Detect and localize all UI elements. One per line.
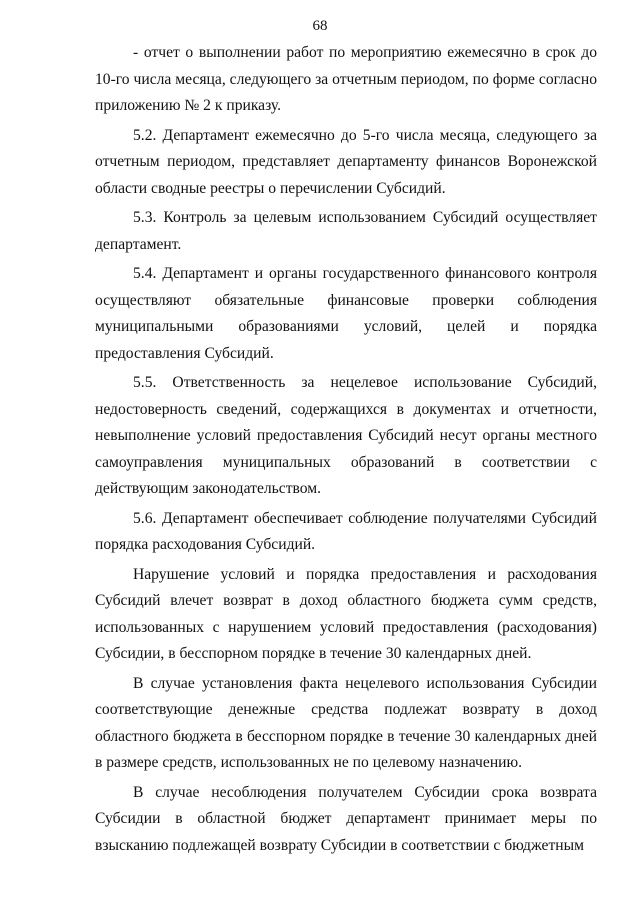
paragraph-5-2: 5.2. Департамент ежемесячно до 5-го числа месяца, следующего за отчетным периодом, представляет департаменту финансов Воронежской области сводные реестры о перечислении Субсидий. bbox=[95, 126, 597, 197]
paragraph-violation: Нарушение условий и порядка предоставления и расходования Субсидий влечет возврат в доход областного бюджета сумм средств, использованных с нарушением условий предоставления (расходования) Субсидии, в бесспорном порядке в течение 30 календарных дней. bbox=[95, 565, 597, 662]
paragraph-5-4: 5.4. Департамент и органы государственного финансового контроля осуществляют обязательные финансовые проверки соблюдения муниципальными образованиями условий, целей и порядка предоставления Субсидий. bbox=[95, 265, 597, 362]
paragraph-report-item: - отчет о выполнении работ по мероприятию ежемесячно в срок до 10-го числа месяца, следующего за отчетным периодом, по форме согласно приложению № 2 к приказу. bbox=[95, 44, 597, 114]
paragraph-5-3: 5.3. Контроль за целевым использованием Субсидий осуществляет департамент. bbox=[95, 209, 597, 253]
page-number: 68 bbox=[312, 18, 328, 34]
paragraph-5-6: 5.6. Департамент обеспечивает соблюдение получателями Субсидий порядка расходования Субсидий. bbox=[95, 509, 597, 553]
paragraph-5-5: 5.5. Ответственность за нецелевое использование Субсидий, недостоверность сведений, содержащихся в документах и отчетности, невыполнение условий предоставления Субсидий несут органы местного самоуправления муниципальных образований в соответствии с действующим законодательством. bbox=[95, 374, 597, 497]
document-body bbox=[95, 40, 597, 862]
paragraph-misuse: В случае установления факта нецелевого использования Субсидии соответствующие денежные средства подлежат возврату в доход областного бюджета в бесспорном порядке в течение 30 календарных дней в размере средств, использованных не по целевому назначению. bbox=[95, 674, 597, 771]
paragraph-non-compliance: В случае несоблюдения получателем Субсидии срока возврата Субсидии в областной бюджет департамент принимает меры по взысканию подлежащей возврату Субсидии в соответствии с бюджетным bbox=[95, 783, 597, 854]
